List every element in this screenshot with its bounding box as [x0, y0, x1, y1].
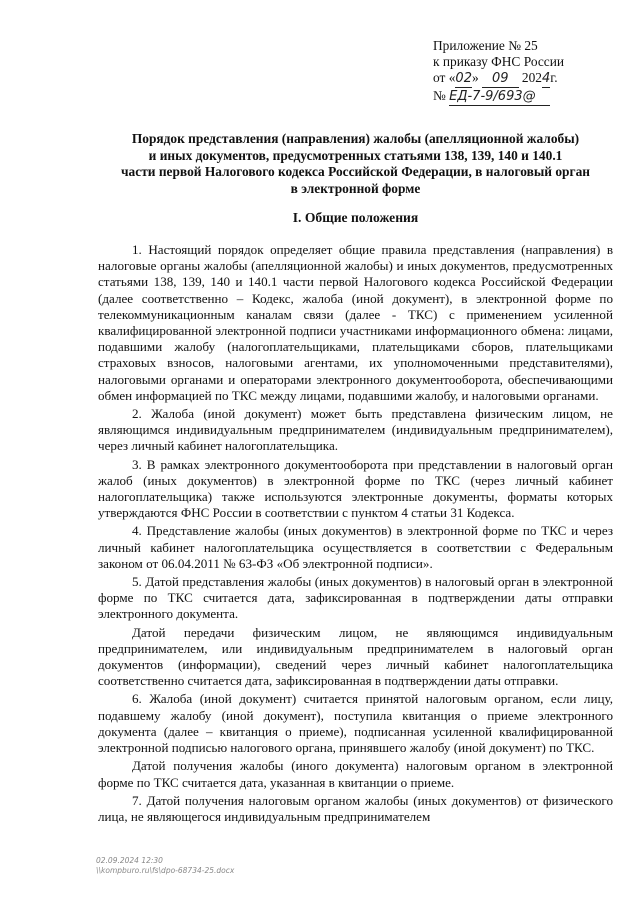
file-stamp: [96, 856, 234, 876]
document-body: [98, 242, 613, 827]
handwritten-year-digit: 4: [542, 71, 551, 86]
order-number: № ЕД-7-9/693@: [433, 88, 564, 106]
paragraph-4: 4. Представление жалобы (иных документов) в электронной форме по ТКС и через личный кабинет налогоплательщика осуществляется в соответствии с Федеральным законом от 06.04.2011 № 63-ФЗ «Об электронной подписи».: [98, 523, 613, 571]
handwritten-day: 02: [455, 71, 472, 86]
paragraph-3: 3. В рамках электронного документооборота при представлении в налоговый орган жалоб (иных документов) в электронной форме по ТКС (через личный кабинет налогоплательщика) также используются электронные документы, форматы которых утверждаются ФНС России в соответствии с пунктом 4 статьи 31 Кодекса.: [98, 456, 613, 521]
section-heading: I. Общие положения: [292, 210, 419, 225]
order-date: от «02» 09 2024г.: [433, 70, 558, 86]
paragraph-1: 1. Настоящий порядок определяет общие правила представления (направления) в налоговые органы жалобы (апелляционной жалобы) и иных документов, предусмотренных статьями 138, 139, 140 и 140.1 части первой Налогового кодекса Российской Федерации (далее соответственно – Кодекс, жалоба (иной документ), в электронной форме по телекоммуникационным каналам связи (далее - ТКС) с применением усиленной квалифицированной электронной подписи участниками информационного обмена: лицами, подавшими жалобу (налогоплательщиками, плательщиками сборов, плательщиками страховых взносов, налоговыми агентами, их уполномоченными представителями), налоговыми органами и операторами электронного документооборота, обеспечивающими обмен информацией по ТКС между лицами, подавшими жалобу, и налоговыми органами.: [98, 242, 613, 403]
paragraph-5: 5. Датой представления жалобы (иных документов) в налоговый орган в электронной форме по ТКС считается дата, зафиксированная в подтверждении даты отправки электронного документа.: [98, 574, 613, 622]
handwritten-month: 09: [482, 71, 519, 88]
paragraph-5-continued: Датой передачи физическим лицом, не являющимся индивидуальным предпринимателем, или индивидуальным предпринимателем в налоговый орган документов (информации), сведений через личный кабинет налогоплательщика соответственно считается дата, зафиксированная в подтверждении даты отправки.: [98, 624, 613, 689]
appendix-number: Приложение № 25: [433, 38, 538, 53]
handwritten-order-number: ЕД-7-9/693@: [449, 89, 550, 106]
paragraph-7: 7. Датой получения налоговым органом жалобы (иных документов) от физического лица, не являющегося индивидуальным предпринимателем: [98, 792, 613, 824]
document-title: Порядок представления (направления) жалобы (апелляционной жалобы) и иных документов, предусмотренных статьями 138, 139, 140 и 140.1 части первой Налогового кодекса Российской Федерации, в налоговый орган в электронной форме: [121, 131, 590, 196]
stamp-date: 02.09.2024 12:30: [96, 856, 163, 865]
appendix-header: [433, 38, 564, 106]
stamp-path: \\kompburo.ru\fs\dpo-68734-25.docx: [96, 866, 235, 875]
paragraph-2: 2. Жалоба (иной документ) может быть представлена физическим лицом, не являющимся индивидуальным предпринимателем (индивидуальным предпринимателем), через личный кабинет налогоплательщика.: [98, 406, 613, 454]
paragraph-6-continued: Датой получения жалобы (иного документа) налоговым органом в электронной форме по ТКС считается дата, указанная в квитанции о приеме.: [98, 758, 613, 790]
order-reference: к приказу ФНС России: [433, 54, 565, 69]
paragraph-6: 6. Жалоба (иной документ) считается принятой налоговым органом, если лицу, подавшему жалобу (иной документ), поступила квитанция о приеме электронного документа (далее – квитанция о приеме), подписанная усиленной квалифицированной электронной подписью налогового органа, принявшего жалобу (иной документ) по ТКС.: [98, 691, 613, 756]
